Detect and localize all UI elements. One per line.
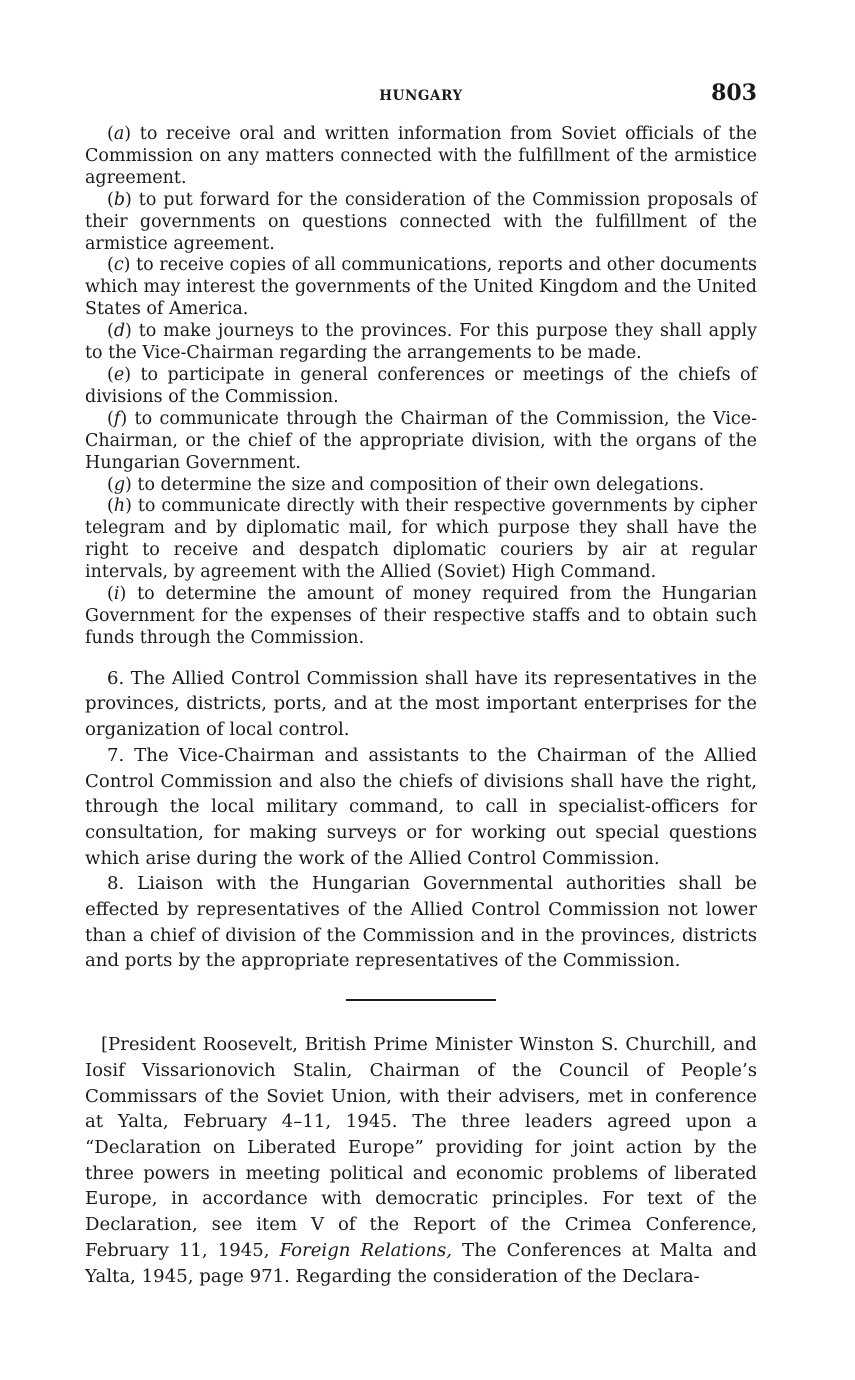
subclause-text: to receive oral and written information from Soviet officials of the Commission on any matters connected with the fulfillment of the armistice agreement. bbox=[85, 124, 758, 188]
editorial-note-text: [President Roosevelt, British Prime Minister Winston S. Churchill, and Iosif Vissarionovich Stalin, Chairman of the Council of People’s Commissars of the Soviet Union, with their advisers, met in conference at Yalta, February 4–11, 1945. The three leaders agreed upon a “Declaration on Liberated Europe” providing for joint action by the three powers in meeting political and economic problems of liberated Europe, in accordance with democratic principles. For text of the Declaration, see item V of the Report of the Crimea Conference, February 11, 1945, bbox=[85, 1034, 757, 1261]
subclause-label: d bbox=[113, 321, 126, 342]
section-divider bbox=[346, 999, 496, 1001]
subclause-text: to receive copies of all communications, reports and other documents which may interest the governments of the United Kingdom and the United States of America. bbox=[85, 255, 757, 320]
subclause-text: to put forward for the consideration of the Commission proposals of their governments on questions connected with the fulfillment of the armistice agreement. bbox=[85, 189, 757, 254]
subclause-f: (f) to communicate through the Chairman of the Commission, the Vice-Chairman, or the chief of the appropriate division, with the organs of the Hungarian Government. bbox=[85, 408, 757, 473]
subclause-label: b bbox=[113, 189, 126, 210]
subclause-e: (e) to participate in general conferences or meetings of the chiefs of divisions of the Commission. bbox=[85, 364, 758, 407]
editorial-note bbox=[85, 1032, 757, 1289]
subclause-label: i bbox=[113, 584, 120, 605]
subclause-h: (h) to communicate directly with their respective governments by cipher telegram and by diplomatic mail, for which purpose they shall have the right to receive and despatch diplomatic couriers by air at regular intervals, by agreement with the Allied (Soviet) High Command. bbox=[85, 496, 757, 583]
clause-7: 7. The Vice-Chairman and assistants to the Chairman of the Allied Control Commission and also the chiefs of divisions shall have the right, through the local military command, to call in specialist-officers for consultation, for making surveys or for working out special questions which arise during the work of the Allied Control Commission. bbox=[85, 744, 757, 869]
subclause-d: (d) to make journeys to the provinces. For this purpose they shall apply to the Vice-Chairman regarding the arrangements to be made. bbox=[85, 321, 757, 364]
page-number: 803 bbox=[711, 80, 757, 106]
subclause-text: to make journeys to the provinces. For this purpose they shall apply to the Vice-Chairman regarding the arrangements to be made. bbox=[85, 321, 757, 364]
clause-8: 8. Liaison with the Hungarian Governmental authorities shall be effected by representatives of the Allied Control Commission not lower than a chief of division of the Commission and in the provinces, districts and ports by the appropriate representatives of the Commission. bbox=[85, 873, 757, 972]
subclause-text: to determine the amount of money required from the Hungarian Government for the expenses of their respective staffs and to obtain such funds through the Commission. bbox=[85, 584, 757, 648]
subclause-a: (a) to receive oral and written information from Soviet officials of the Commission on any matters connected with the fulfillment of the armistice agreement. bbox=[85, 124, 758, 188]
subclause-label: a bbox=[113, 124, 125, 144]
subclause-list bbox=[85, 124, 757, 650]
subclause-b: (b) to put forward for the consideration of the Commission proposals of their governments on questions connected with the fulfillment of the armistice agreement. bbox=[85, 189, 757, 254]
numbered-clauses bbox=[85, 666, 757, 974]
subclause-label: f bbox=[113, 408, 121, 429]
editorial-note-paragraph bbox=[85, 1032, 757, 1289]
document-page bbox=[85, 82, 757, 1289]
subclause-g: (g) to determine the size and composition of their own delegations. bbox=[107, 474, 705, 495]
clause-6: 6. The Allied Control Commission shall have its representatives in the provinces, districts, ports, and at the most important enterprises for the organization of local control. bbox=[85, 667, 757, 741]
subclause-label: e bbox=[113, 364, 125, 385]
subclause-i: (i) to determine the amount of money required from the Hungarian Government for the expenses of their respective staffs and to obtain such funds through the Commission. bbox=[85, 584, 757, 648]
page-header bbox=[85, 82, 757, 112]
editorial-note-citation: Foreign Relations, bbox=[279, 1239, 453, 1261]
subclause-c: (c) to receive copies of all communications, reports and other documents which may interest the governments of the United Kingdom and the United States of America. bbox=[85, 255, 757, 320]
running-head: HUNGARY bbox=[379, 88, 463, 104]
subclause-label: g bbox=[113, 474, 126, 495]
subclause-text: to determine the size and composition of their own delegations. bbox=[137, 474, 705, 495]
subclause-text: to communicate through the Chairman of the Commission, the Vice-Chairman, or the chief of the appropriate division, with the organs of the Hungarian Government. bbox=[85, 408, 757, 473]
subclause-label: h bbox=[113, 496, 126, 517]
subclause-text: to communicate directly with their respective governments by cipher telegram and by diplomatic mail, for which purpose they shall have the right to receive and despatch diplomatic couriers by air at regular intervals, by agreement with the Allied (Soviet) High Command. bbox=[85, 496, 757, 583]
subclause-label: c bbox=[113, 255, 124, 276]
editorial-note-text-continued: The Conferences at Malta and Yalta, 1945, page 971. Regarding the consideration of the Declara- bbox=[85, 1239, 757, 1287]
subclause-text: to participate in general conferences or meetings of the chiefs of divisions of the Commission. bbox=[85, 364, 758, 407]
